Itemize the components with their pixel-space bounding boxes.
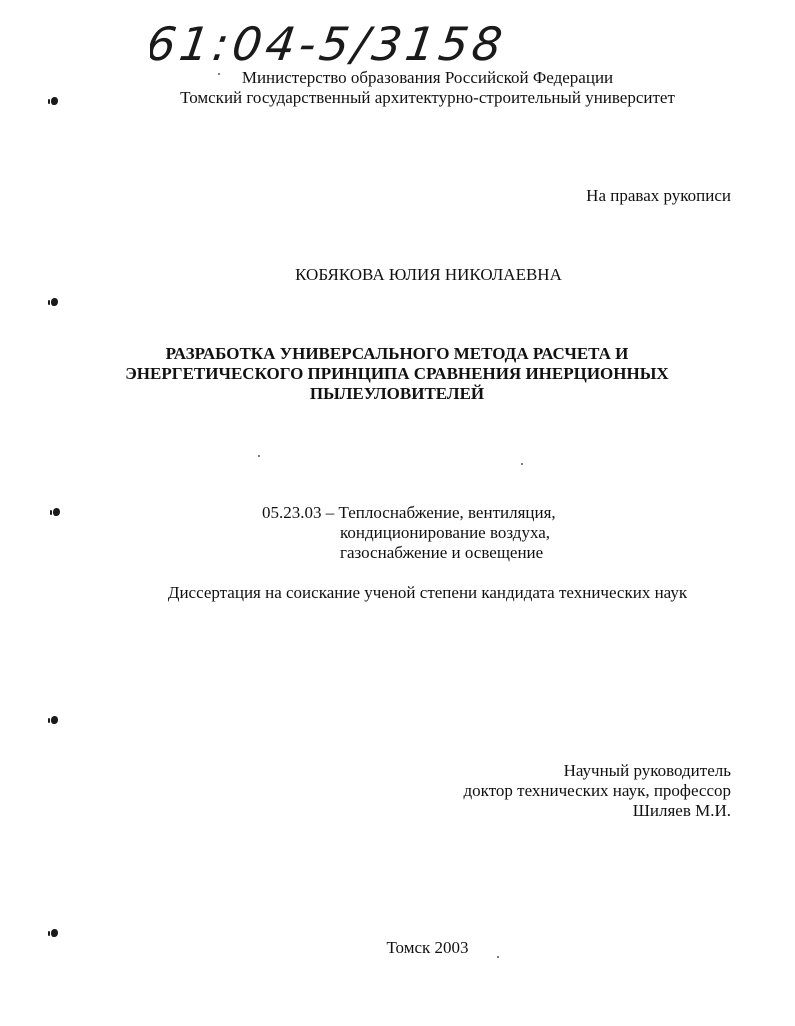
- dissertation-degree: Диссертация на соискание ученой степени кандидата технических наук: [167, 583, 688, 602]
- supervisor-name: Шиляев М.И.: [632, 801, 731, 820]
- binding-hole-mark-5: [51, 929, 58, 937]
- specialty-block: [262, 503, 556, 563]
- city-year: Томск 2003: [386, 938, 469, 957]
- binding-hole-mark-3: [53, 508, 60, 516]
- university-line: Томский государственный архитектурно-строительный университет: [180, 88, 675, 107]
- supervisor-degree: доктор технических наук, профессор: [463, 781, 731, 800]
- specialty-line-3: газоснабжение и освещение: [340, 543, 544, 562]
- scan-speck: [218, 73, 220, 75]
- binding-hole-mark-4: [51, 716, 58, 724]
- supervisor-role: Научный руководитель: [563, 761, 731, 780]
- handwritten-number-svg: [150, 6, 550, 76]
- author-name: КОБЯКОВА ЮЛИЯ НИКОЛАЕВНА: [295, 265, 562, 284]
- binding-hole-mark-2: [51, 298, 58, 306]
- ministry-line: Министерство образования Российской Федерации: [241, 68, 614, 87]
- handwritten-number-text: 61:04-5/3158: [150, 17, 510, 71]
- thesis-title: [0, 344, 795, 404]
- binding-hole-mark-1: [51, 97, 58, 105]
- title-line-3: ПЫЛЕУЛОВИТЕЛЕЙ: [309, 384, 485, 403]
- title-line-2: ЭНЕРГЕТИЧЕСКОГО ПРИНЦИПА СРАВНЕНИЯ ИНЕРЦИОННЫХ: [125, 364, 669, 383]
- specialty-line-1: 05.23.03 – Теплоснабжение, вентиляция,: [262, 503, 556, 522]
- scan-speck: [258, 455, 260, 457]
- handwritten-archive-number: [150, 6, 550, 76]
- manuscript-rights: На правах рукописи: [586, 186, 731, 205]
- title-line-1: РАЗРАБОТКА УНИВЕРСАЛЬНОГО МЕТОДА РАСЧЕТА И: [165, 344, 629, 363]
- specialty-line-2: кондиционирование воздуха,: [340, 523, 551, 542]
- scan-speck: [497, 956, 499, 958]
- supervisor-block: [464, 761, 731, 821]
- scan-speck: [521, 463, 523, 465]
